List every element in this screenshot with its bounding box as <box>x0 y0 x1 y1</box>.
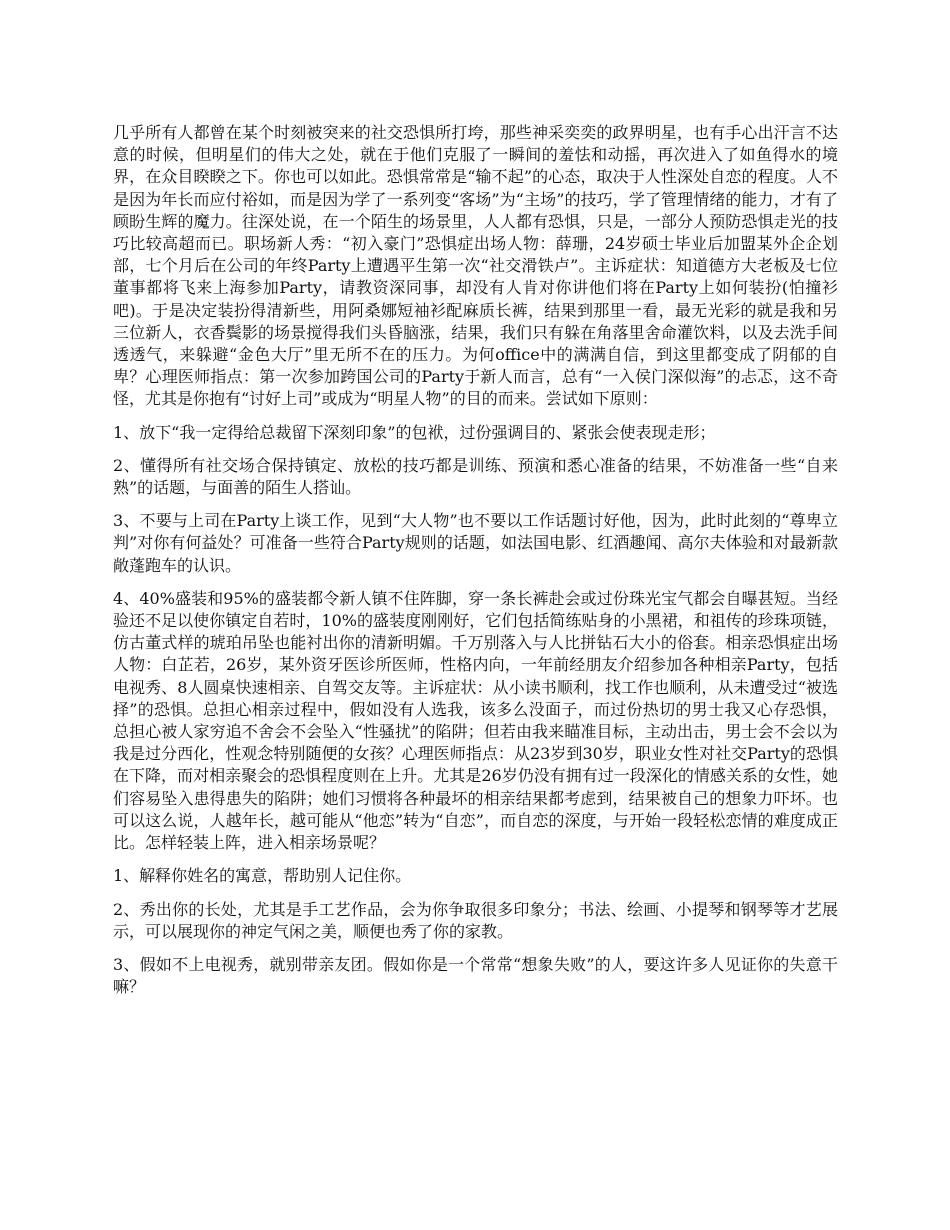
paragraph-party-tip-2: 2、懂得所有社交场合保持镇定、放松的技巧都是训练、预演和悉心准备的结果，不妨准备一些“自来熟”的话题，与面善的陌生人搭讪。 <box>113 455 838 498</box>
paragraph-dating-tip-2: 2、秀出你的长处，尤其是手工艺作品，会为你争取很多印象分；书法、绘画、小提琴和钢琴等才艺展示，可以展现你的神定气闲之美，顺便也秀了你的家教。 <box>113 899 838 941</box>
paragraph-party-tip-4-and-dating: 4、40%盛装和95%的盛装都令新人镇不住阵脚，穿一条长裤赴会或过份珠光宝气都会自曝甚短。当经验还不足以使你镇定自若时，10%的盛装度刚刚好，它们包括简练贴身的小黑裙，和祖传的珍珠项链，仿古董式样的琥珀吊坠也能衬出你的清新明媚。千万别落入与人比拼钻石大小的俗套。相亲恐惧症出场人物：白芷若，26岁，某外资牙医诊所医师，性格内向，一年前经朋友介绍参加各种相亲Party，包括电视秀、8人圆桌快速相亲、自驾交友等。主诉症状：从小读书顺利，找工作也顺利，从未遭受过“被选择”的恐惧。总担心相亲过程中，假如没有人选我，该多么没面子，而过份热切的男士我又心存恐惧，总担心被人家穷追不舍会不会坠入“性骚扰”的陷阱；但若由我来瞄准目标，主动出击，男士会不会以为我是过分西化，性观念特别随便的女孩？心理医师指点：从23岁到30岁，职业女性对社交Party的恐惧在下降，而对相亲聚会的恐惧程度则在上升。尤其是26岁仍没有拥有过一段深化的情感关系的女性，她们容易坠入患得患失的陷阱；她们习惯将各种最坏的相亲结果都考虑到，结果被自己的想象力吓坏。也可以这么说，人越年长，越可能从“他恋”转为“自恋”，而自恋的深度，与开始一段轻松恋情的难度成正比。怎样轻装上阵，进入相亲场景呢？ <box>113 588 838 853</box>
paragraph-dating-tip-3: 3、假如不上电视秀，就别带亲友团。假如你是一个常常“想象失败”的人，要这许多人见证你的失意干嘛？ <box>113 954 838 997</box>
paragraph-dating-tip-1: 1、解释你姓名的寓意，帮助别人记住你。 <box>113 866 412 886</box>
document-body <box>113 122 838 1009</box>
paragraph-party-tip-1: 1、放下“我一定得给总裁留下深刻印象”的包袱，过份强调目的、紧张会使表现走形； <box>113 422 716 442</box>
paragraph-intro: 几乎所有人都曾在某个时刻被突来的社交恐惧所打垮，那些神采奕奕的政界明星，也有手心出汗言不达意的时候，但明星们的伟大之处，就在于他们克服了一瞬间的羞怯和动摇，再次进入了如鱼得水的境界，在众目睽睽之下。你也可以如此。恐惧常常是“输不起”的心态，取决于人性深处自恋的程度。人不是因为年长而应付裕如，而是因为学了一系列变“客场”为“主场”的技巧，学了管理情绪的能力，才有了顾盼生辉的魔力。往深处说，在一个陌生的场景里，人人都有恐惧，只是，一部分人预防恐惧走光的技巧比较高超而已。职场新人秀：“初入豪门”恐惧症出场人物：薛珊，24岁硕士毕业后加盟某外企企划部，七个月后在公司的年终Party上遭遇平生第一次“社交滑铁卢”。主诉症状：知道德方大老板及七位董事都将飞来上海参加Party，请教资深同事，却没有人肯对你讲他们将在Party上如何装扮(怕撞衫吧)。于是决定装扮得清新些，用阿桑娜短袖衫配麻质长裤，结果到那里一看，最无光彩的就是我和另三位新人，衣香鬓影的场景搅得我们头昏脑涨，结果，我们只有躲在角落里舍命灌饮料，以及去洗手间透透气，来躲避“金色大厅”里无所不在的压力。为何office中的满满自信，到这里都变成了阴郁的自卑？心理医师指点：第一次参加跨国公司的Party于新人而言，总有“一入侯门深似海”的忐忑，这不奇怪，尤其是你抱有“讨好上司”或成为“明星人物”的目的而来。尝试如下原则： <box>113 123 838 409</box>
paragraph-party-tip-3: 3、不要与上司在Party上谈工作，见到“大人物”也不要以工作话题讨好他，因为，此时此刻的“尊卑立判”对你有何益处？可准备一些符合Party规则的话题，如法国电影、红酒趣闻、高尔夫体验和对最新款敞蓬跑车的认识。 <box>113 511 838 575</box>
